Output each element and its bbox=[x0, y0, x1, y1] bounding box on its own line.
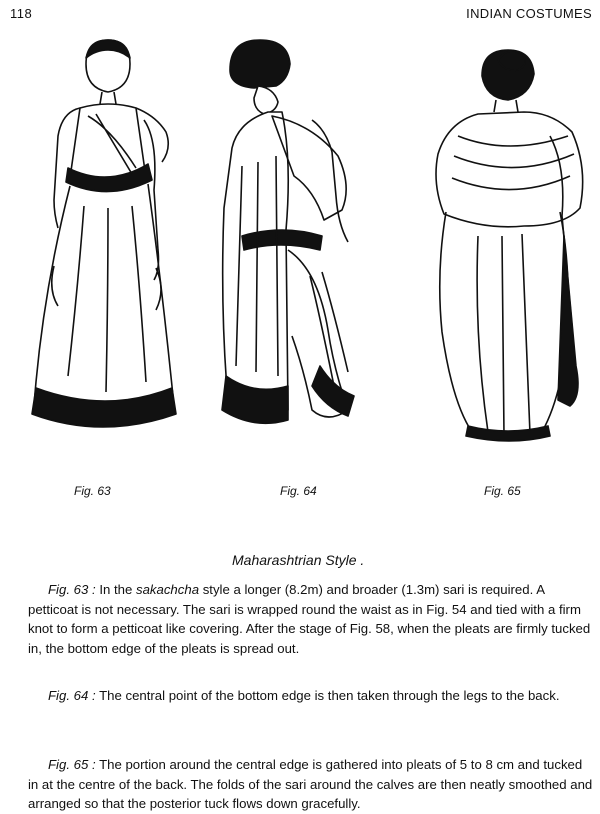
figure-64-illustration bbox=[212, 36, 372, 446]
figure-65-caption: Fig. 65 bbox=[484, 484, 521, 498]
paragraph-text: style a longer (8.2m) and broader (1.3m) sari is required. A petticoat is not necessary. The sari is wrapped round the waist as in Fig. 54 and tied with a firm knot to form a petticoat like covering. After the stage of Fig. 58, when the pleats are firmly tucked in, the bottom edge of the pleats is spread out. bbox=[28, 582, 591, 656]
paragraph-text: The central point of the bottom edge is then taken through the legs to the back. bbox=[95, 688, 560, 703]
page-number: 118 bbox=[10, 6, 33, 21]
figure-64-caption: Fig. 64 bbox=[280, 484, 317, 498]
figure-reference: Fig. 64 : bbox=[48, 688, 96, 703]
paragraph-text: In the bbox=[95, 582, 136, 597]
woman-front-view-sari-drawing bbox=[24, 36, 190, 446]
figure-65-illustration bbox=[418, 36, 598, 446]
term-sakachcha: sakachcha bbox=[135, 582, 200, 597]
figure-reference: Fig. 63 : bbox=[48, 582, 96, 597]
figure-63-caption: Fig. 63 bbox=[74, 484, 111, 498]
running-title: INDIAN COSTUMES bbox=[466, 6, 592, 21]
woman-back-view-sari-drawing bbox=[418, 36, 598, 446]
woman-side-view-sari-drawing bbox=[212, 36, 372, 446]
paragraph-text: The portion around the central edge is gathered into pleats of 5 to 8 cm and tucked in at the centre of the back. The folds of the sari around the calves are then neatly smoothed and arranged so that the posterior tuck flows down gracefully. bbox=[28, 757, 593, 812]
section-heading: Maharashtrian Style . bbox=[232, 552, 365, 568]
figure-reference: Fig. 65 : bbox=[48, 757, 96, 772]
paragraph-fig-64 bbox=[28, 686, 594, 706]
paragraph-fig-65 bbox=[28, 755, 594, 814]
figure-63-illustration bbox=[24, 36, 190, 446]
paragraph-fig-63 bbox=[28, 580, 594, 658]
